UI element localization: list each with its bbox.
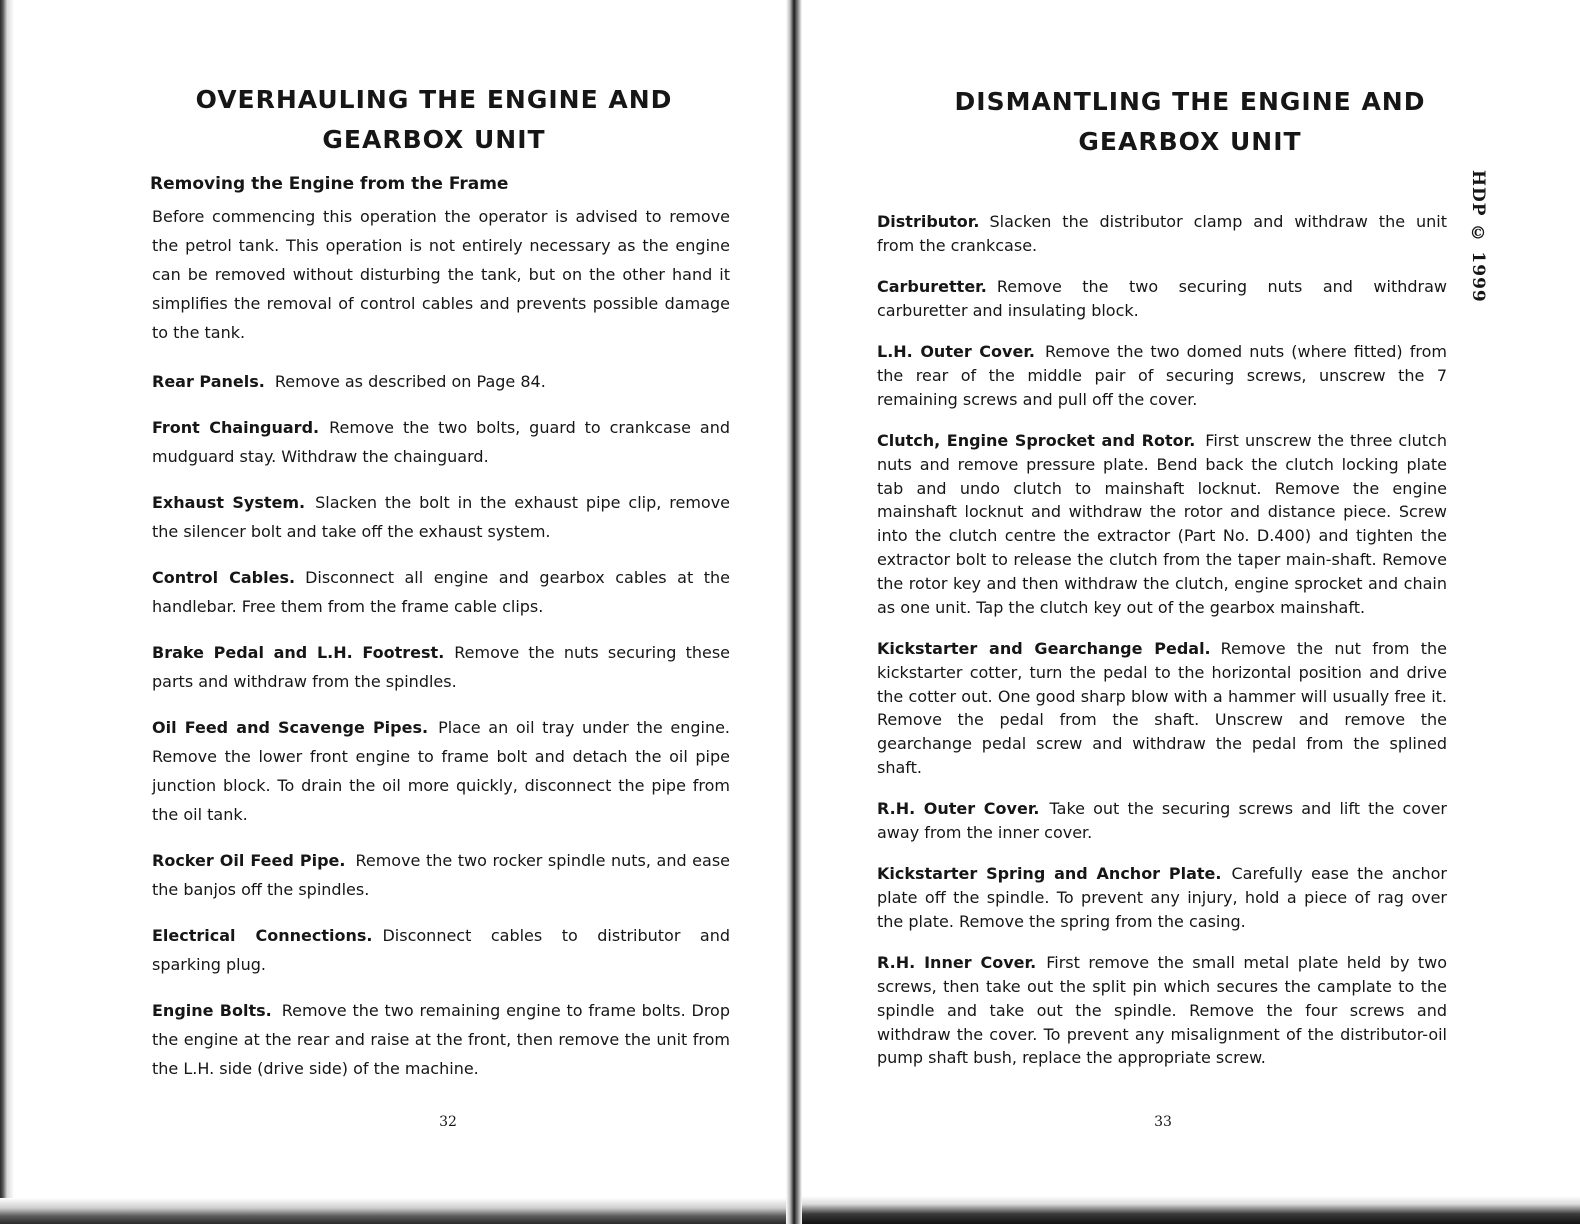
entry-text: Remove the two bolts, guard to crankcase and mudguard stay. Withdraw the chainguard. (152, 418, 730, 466)
entry-label: Distributor. (877, 212, 980, 231)
left-entries (152, 202, 730, 1100)
entry-label: R.H. Inner Cover. (877, 953, 1037, 973)
entry-label: Exhaust System. (152, 493, 306, 512)
entry-text: Remove the nut from the kickstarter cotter, turn the pedal to the horizontal position and drive the cotter out. One good sharp blow with a hammer will usually free it. Remove the pedal from the shaft. Unscrew and remove the gearchange pedal screw and withdraw the pedal from the splined shaft. (877, 638, 1448, 777)
left-page-number: 32 (439, 1114, 457, 1130)
entry-text: Remove the nuts securing these parts and withdraw from the spindles. (152, 643, 730, 691)
entry-label: Engine Bolts. (152, 1001, 272, 1020)
entry-electrical-connections (152, 921, 730, 979)
entry-carburetter (877, 275, 1447, 323)
entry-rear-panels (152, 367, 730, 396)
entry-rocker-oil-feed-pipe (152, 846, 730, 904)
right-bottom-shadow (802, 1196, 1580, 1224)
entry-text: Remove the two remaining engine to frame bolts. Drop the engine at the rear and raise at the front, then remove the unit from the L.H. side (drive side) of the machine. (152, 1001, 730, 1078)
entry-label: Control Cables. (152, 568, 296, 587)
entry-label: Electrical Connections. (152, 926, 373, 945)
left-page-title (150, 80, 718, 160)
entry-rh-inner-cover (877, 951, 1447, 1070)
entry-label: Rocker Oil Feed Pipe. (152, 851, 346, 870)
entry-text: Remove as described on Page 84. (274, 372, 546, 391)
entry-label: Front Chainguard. (152, 418, 320, 437)
entry-control-cables (152, 563, 730, 621)
entry-lh-outer-cover (877, 340, 1447, 411)
left-bottom-shadow (0, 1198, 786, 1224)
entry-engine-bolts (152, 996, 730, 1083)
entry-text: Slacken the bolt in the exhaust pipe clip, remove the silencer bolt and take off the exhaust system. (152, 493, 731, 541)
entry-label: Carburetter. (877, 277, 987, 297)
intro-paragraph: Before commencing this operation the operator is advised to remove the petrol tank. This operation is not entirely necessary as the engine can be removed without disturbing the tank, but on the other hand it simplifies the removal of control cables and prevents possible damage to the tank. (152, 207, 730, 342)
entry-brake-pedal (152, 638, 730, 696)
entry-label: Clutch, Engine Sprocket and Rotor. (877, 431, 1196, 451)
entry-kickstarter-spring (877, 862, 1447, 933)
right-entries (877, 210, 1447, 1088)
entry-text: Disconnect all engine and gearbox cables at the handlebar. Free them from the frame cable clips. (152, 568, 731, 616)
entry-text: Remove the two securing nuts and withdraw carburetter and insulating block. (877, 277, 1447, 320)
entry-clutch-sprocket-rotor (877, 429, 1447, 619)
right-title-line-2: GEARBOX UNIT (1078, 127, 1302, 156)
right-page-title (880, 82, 1500, 162)
entry-exhaust-system (152, 488, 730, 546)
entry-front-chainguard (152, 413, 730, 471)
left-title-line-1: OVERHAULING THE ENGINE AND (195, 85, 673, 114)
entry-text: Take out the securing screws and lift the cover away from the inner cover. (877, 799, 1448, 843)
left-subheading: Removing the Engine from the Frame (150, 174, 509, 194)
entry-label: R.H. Outer Cover. (877, 799, 1040, 819)
entry-text: Remove the two domed nuts (where fitted) from the rear of the middle pair of securing screws, unscrew the 7 remaining screws and pull off the cover. (877, 342, 1448, 409)
entry-rh-outer-cover (877, 797, 1447, 845)
right-page-number: 33 (1154, 1114, 1172, 1130)
entry-label: Rear Panels. (152, 372, 265, 391)
entry-oil-feed-pipes (152, 713, 730, 829)
book-spine (786, 0, 802, 1224)
entry-text: Carefully ease the anchor plate off the spindle. To prevent any injury, hold a piece of rag over the plate. Remove the spring from the casing. (877, 864, 1447, 931)
entry-text: Place an oil tray under the engine. Remove the lower front engine to frame bolt and detach the oil pipe junction block. To drain the oil more quickly, disconnect the pipe from the oil tank. (152, 718, 731, 824)
left-scan-edge (0, 0, 14, 1224)
copyright-mark: HDP © 1999 (1468, 170, 1488, 303)
entry-label: Oil Feed and Scavenge Pipes. (152, 718, 429, 737)
entry-label: Kickstarter and Gearchange Pedal. (877, 638, 1211, 658)
entry-text: First unscrew the three clutch nuts and remove pressure plate. Bend back the clutch locking plate tab and undo clutch to mainshaft locknut. Remove the engine mainshaft locknut and withdraw the rotor and distance piece. Screw into the clutch centre the extractor (Part No. D.400) and tighten the extractor bolt to release the clutch from the taper main-shaft. Remove the rotor key and then withdraw the clutch, engine sprocket and chain as one unit. Tap the clutch key out of the gearbox mainshaft. (877, 431, 1447, 617)
entry-distributor (877, 210, 1447, 258)
entry-label: Brake Pedal and L.H. Footrest. (152, 643, 445, 662)
entry-label: L.H. Outer Cover. (877, 342, 1036, 362)
right-page (800, 0, 1580, 1224)
entry-text: First remove the small metal plate held by two screws, then take out the split pin which secures the camplate to the spindle and take out the spindle. Remove the four screws and withdraw the cover. To prevent any misalignment of the distributor-oil pump shaft bush, replace the appropriate screw. (877, 953, 1448, 1068)
entry-label: Kickstarter Spring and Anchor Plate. (877, 864, 1222, 884)
right-title-line-1: DISMANTLING THE ENGINE AND (954, 87, 1426, 116)
entry-text: Disconnect cables to distributor and sparking plug. (152, 926, 731, 974)
entry-text: Remove the two rocker spindle nuts, and ease the banjos off the spindles. (152, 851, 731, 899)
entry-text: Slacken the distributor clamp and withdraw the unit from the crankcase. (877, 212, 1447, 255)
left-title-line-2: GEARBOX UNIT (322, 125, 546, 154)
entry-kickstarter-gearchange (877, 637, 1447, 780)
